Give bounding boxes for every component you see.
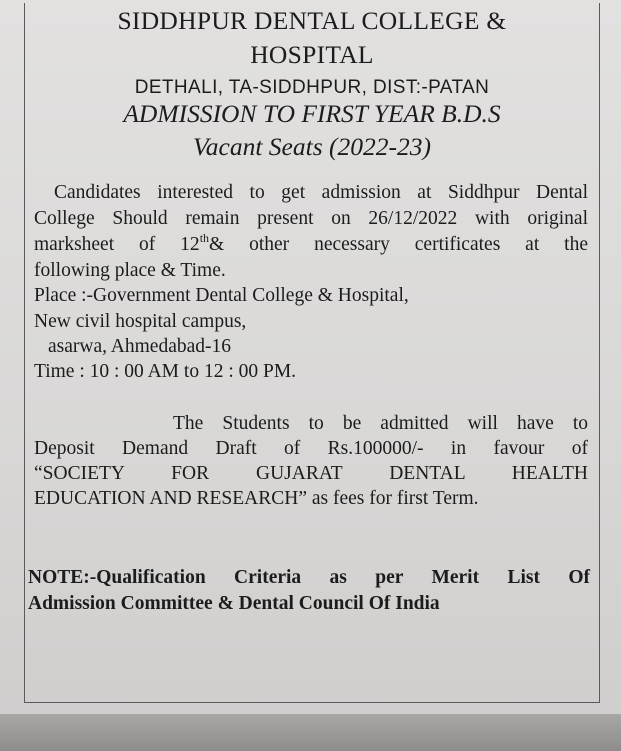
- superscript-th: th: [199, 231, 210, 245]
- paragraph2-line3: “SOCIETY FOR GUJARAT DENTAL HEALTH: [34, 463, 588, 484]
- paragraph1-line1: Candidates interested to get admission at Siddhpur Dental: [54, 182, 588, 203]
- note-line1: NOTE:-Qualification Criteria as per Merit List Of: [28, 567, 590, 588]
- vacant-seats-heading: Vacant Seats (2022-23): [193, 132, 431, 161]
- time-line: Time : 10 : 00 AM to 12 : 00 PM.: [34, 361, 297, 382]
- paragraph1-line4: following place & Time.: [34, 260, 226, 281]
- paragraph2-line2: Deposit Demand Draft of Rs.100000/- in favour of: [34, 438, 588, 459]
- certificates-text: & other necessary certificates at the: [209, 234, 588, 255]
- paper-bottom-shadow: [0, 714, 621, 751]
- paragraph2-line1: The Students to be admitted will have to: [173, 413, 588, 434]
- college-title-line2: HOSPITAL: [250, 40, 374, 69]
- paragraph2-line4: EDUCATION AND RESEARCH” as fees for first Term.: [34, 488, 479, 509]
- place-line2: New civil hospital campus,: [34, 311, 247, 332]
- admission-heading: ADMISSION TO FIRST YEAR B.D.S: [123, 99, 501, 128]
- paragraph1-line3: [34, 231, 588, 256]
- college-address: DETHALI, TA-SIDDHPUR, DIST:-PATAN: [134, 77, 490, 98]
- place-line1: Place :-Government Dental College & Hospital,: [34, 285, 409, 306]
- paragraph1-line2: College Should remain present on 26/12/2022 with original: [34, 208, 588, 229]
- place-line3: asarwa, Ahmedabad-16: [48, 336, 232, 357]
- marksheet-text: marksheet of 12: [34, 234, 200, 255]
- note-line2: Admission Committee & Dental Council Of India: [28, 593, 440, 614]
- college-title-line1: SIDDHPUR DENTAL COLLEGE &: [117, 6, 507, 35]
